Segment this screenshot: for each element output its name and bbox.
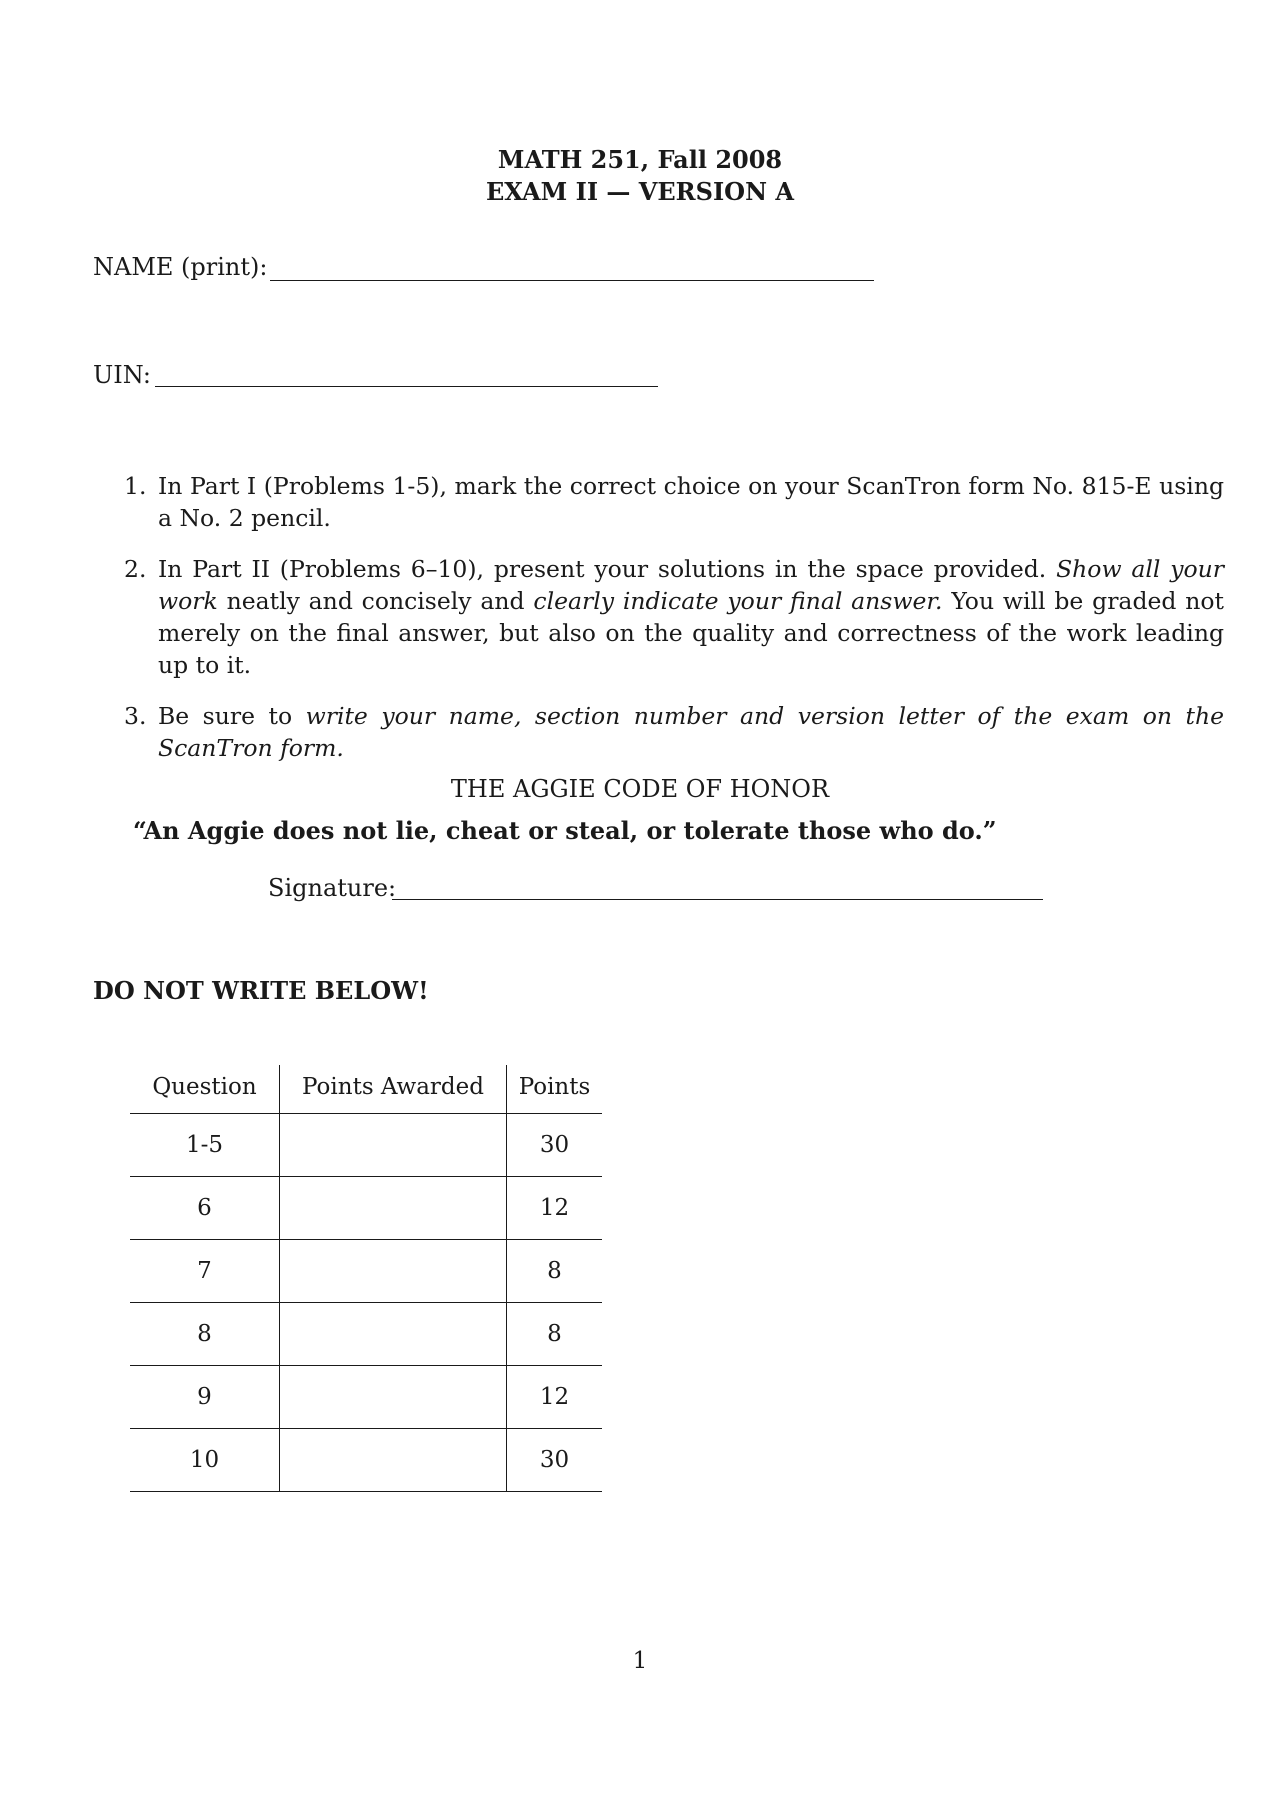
course-title: MATH 251, Fall 2008 [497, 145, 783, 174]
instruction-item [124, 553, 1224, 681]
instruction-number: 1. [124, 472, 147, 500]
instruction-number: 2. [124, 555, 147, 583]
table-row [130, 1114, 602, 1177]
points-awarded-cell[interactable] [280, 1366, 507, 1429]
points-cell: 30 [507, 1114, 603, 1177]
instruction-list [124, 470, 1224, 783]
score-table [130, 1065, 602, 1492]
uin-field-line[interactable] [155, 386, 658, 387]
signature-field-line[interactable] [392, 899, 1043, 900]
instruction-text: In Part II (Problems 6–10), present your solutions in the space provided. [158, 555, 1057, 583]
exam-version-title: EXAM II — VERSION A [485, 177, 794, 206]
instruction-text: write your name, section number and version letter of the exam on the ScanTron form. [158, 702, 1224, 762]
table-row [130, 1177, 602, 1240]
points-cell: 30 [507, 1429, 603, 1492]
header-points: Points [507, 1065, 603, 1114]
points-cell: 12 [507, 1366, 603, 1429]
points-cell: 12 [507, 1177, 603, 1240]
points-cell: 8 [507, 1240, 603, 1303]
name-field-line[interactable] [270, 280, 874, 281]
do-not-write-warning: DO NOT WRITE BELOW! [93, 976, 429, 1005]
instruction-text: clearly indicate your final answer. [533, 587, 943, 615]
question-cell: 10 [130, 1429, 280, 1492]
points-awarded-cell[interactable] [280, 1429, 507, 1492]
points-awarded-cell[interactable] [280, 1177, 507, 1240]
honor-code-quote: “An Aggie does not lie, cheat or steal, or tolerate those who do.” [133, 816, 997, 845]
question-cell: 7 [130, 1240, 280, 1303]
table-row [130, 1366, 602, 1429]
signature-label: Signature: [268, 874, 397, 902]
instruction-text: In Part I (Problems 1-5), mark the correct choice on your ScanTron form No. 815-E using a No. 2 pencil. [158, 472, 1224, 532]
table-row [130, 1303, 602, 1366]
instruction-text: You will be graded not merely on the final answer, but also on the quality and correctness of the work leading up to it. [158, 587, 1224, 679]
instruction-item [124, 700, 1224, 764]
points-awarded-cell[interactable] [280, 1240, 507, 1303]
table-row [130, 1429, 602, 1492]
points-awarded-cell[interactable] [280, 1303, 507, 1366]
instruction-text: Be sure to [158, 702, 306, 730]
uin-label: UIN: [93, 361, 151, 389]
table-row [130, 1240, 602, 1303]
question-cell: 8 [130, 1303, 280, 1366]
instruction-item [124, 470, 1224, 534]
question-cell: 1-5 [130, 1114, 280, 1177]
points-awarded-cell[interactable] [280, 1114, 507, 1177]
header-question: Question [130, 1065, 280, 1114]
points-cell: 8 [507, 1303, 603, 1366]
exam-header [0, 144, 1280, 208]
instruction-text: Show all your work [158, 555, 1224, 615]
name-label: NAME (print): [93, 253, 268, 281]
score-table-body [130, 1114, 602, 1492]
honor-code-title: THE AGGIE CODE OF HONOR [450, 775, 830, 803]
question-cell: 6 [130, 1177, 280, 1240]
page-number: 1 [632, 1648, 648, 1674]
instruction-number: 3. [124, 702, 147, 730]
instruction-text: neatly and concisely and [217, 587, 534, 615]
score-table-header-row [130, 1065, 602, 1114]
question-cell: 9 [130, 1366, 280, 1429]
header-points-awarded: Points Awarded [280, 1065, 507, 1114]
